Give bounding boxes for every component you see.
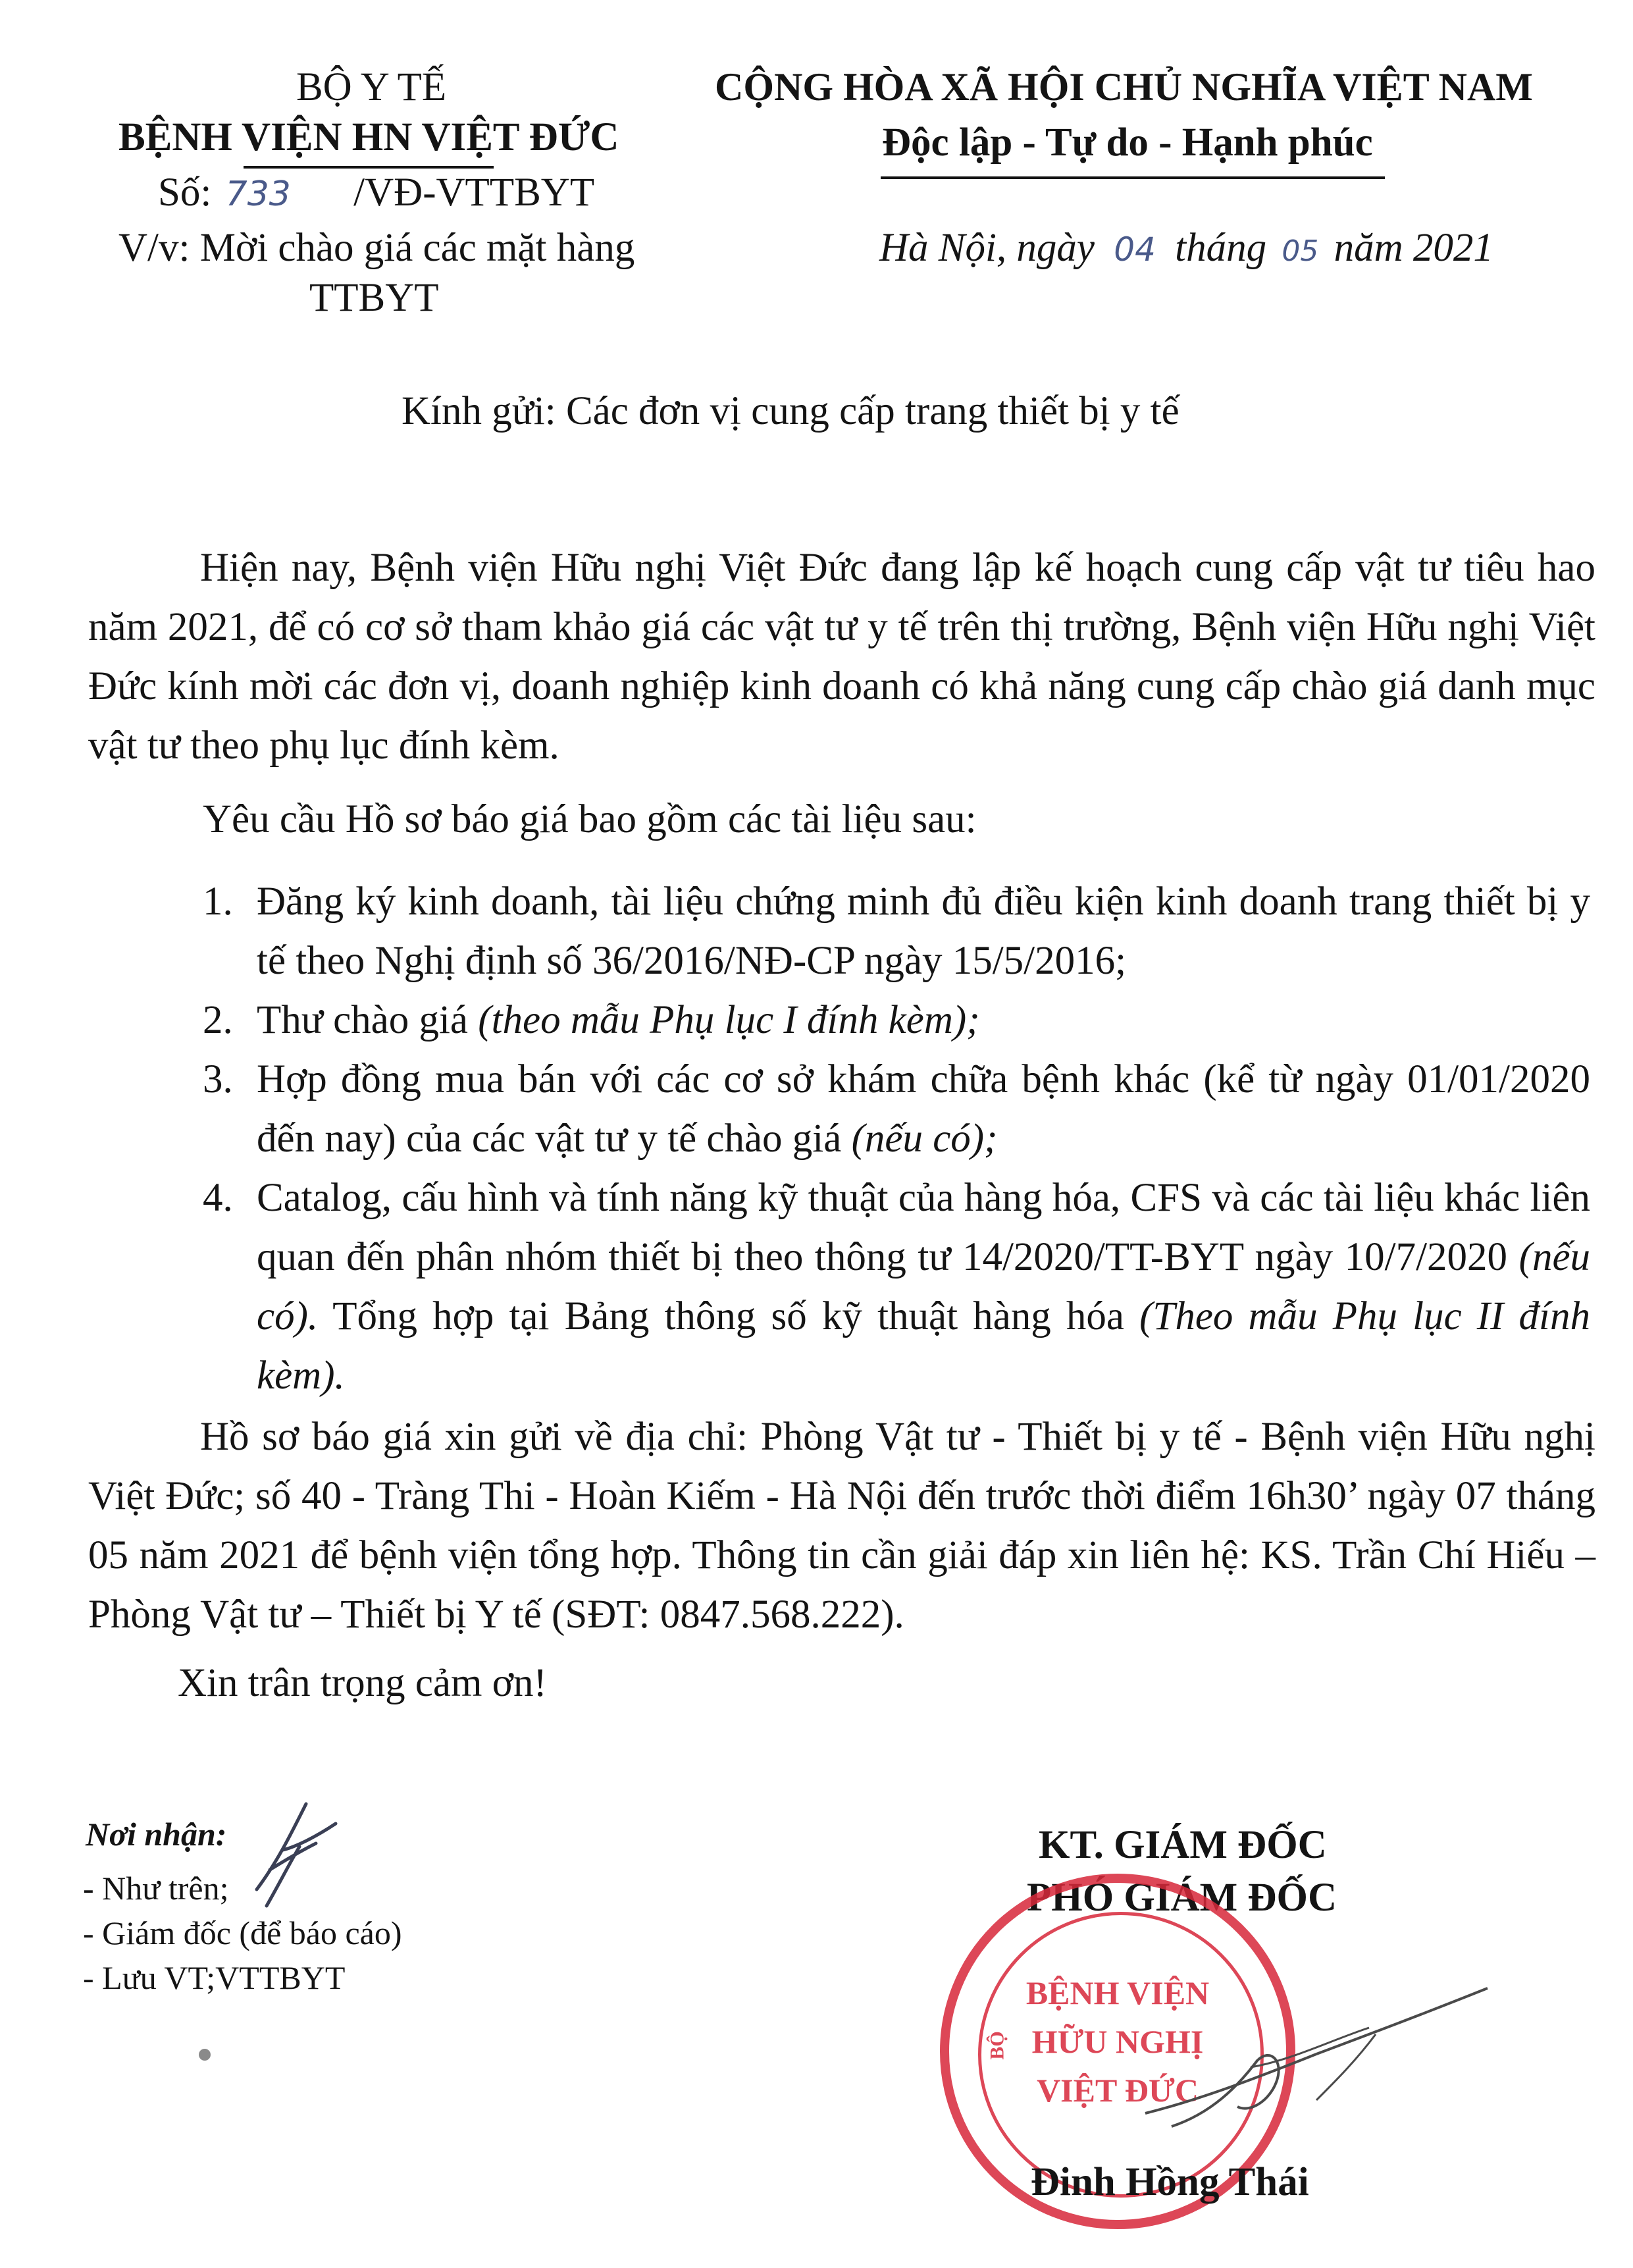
date-day: 04 <box>1114 230 1156 269</box>
recipients-line-3: - Lưu VT;VTTBYT <box>83 1959 346 1996</box>
item-4-italic-b: (Theo mẫu Phụ lục II đính kèm). <box>257 1294 1591 1398</box>
item-4-text-b: Tổng hợp tại Bảng thông số kỹ thuật hàng hóa <box>332 1294 1124 1338</box>
stamp-line-1: BỆNH VIỆN <box>1025 1974 1210 2011</box>
item-3-text: Hợp đồng mua bán với các cơ sở khám chữa bệnh khác (kể từ ngày 01/01/2020 đến nay) của các vật tư y tế chào giá <box>257 1057 1590 1161</box>
ministry-name: BỘ Y TẾ <box>296 65 447 109</box>
item-2 <box>257 991 1590 1050</box>
item-4 <box>257 1169 1590 1406</box>
signature-role-1: KT. GIÁM ĐỐC <box>1039 1823 1327 1867</box>
submission-paragraph: Hồ sơ báo giá xin gửi về địa chỉ: Phòng Vật tư - Thiết bị y tế - Bệnh viện Hữu nghị Việt Đức; số 40 - Tràng Thi - Hoàn Kiếm - Hà Nội đến trước thời điểm 16h30’ ngày 07 tháng 05 năm 2021 để bệnh viện tổng hợp. Thông tin cần giải đáp xin liên hệ: KS. Trần Chí Hiếu – Phòng Vật tư – Thiết bị Y tế (SĐT: 0847.568.222). <box>88 1415 1595 1637</box>
signatory-name: Đinh Hồng Thái <box>1031 2160 1309 2204</box>
motto-underline <box>881 176 1385 179</box>
document-date <box>879 224 1493 272</box>
item-2-text: Thư chào giá <box>257 998 468 1042</box>
date-year: năm 2021 <box>1334 226 1493 270</box>
item-3-italic: (nếu có); <box>851 1117 998 1161</box>
recipients-title: Nơi nhận: <box>86 1816 227 1853</box>
stamp-line-3: VIỆT ĐỨC <box>1037 2072 1199 2109</box>
recipients-line-1: - Như trên; <box>83 1870 229 1907</box>
stamp-line-2: HỮU NGHỊ <box>1031 2023 1204 2060</box>
item-4-text-a: Catalog, cấu hình và tính năng kỹ thuật của hàng hóa, CFS và các tài liệu khác liên quan đến phân nhóm thiết bị theo thông tư 14/2020/TT-BYT ngày 10/7/2020 <box>257 1176 1590 1279</box>
number-suffix: /VĐ-VTTBYT <box>353 171 595 215</box>
document-number <box>158 169 594 217</box>
item-2-italic: (theo mẫu Phụ lục I đính kèm); <box>478 998 980 1042</box>
scan-dot <box>199 2049 211 2061</box>
item-4-number: 4. <box>203 1176 233 1220</box>
number-handwritten: 733 <box>225 174 291 214</box>
date-place: Hà Nội, ngày <box>879 226 1095 270</box>
subject-line-1: V/v: Mời chào giá các mặt hàng <box>118 226 635 270</box>
initials-scribble <box>244 1784 355 1916</box>
recipient-line: Kính gửi: Các đơn vị cung cấp trang thiết bị y tế <box>402 389 1179 433</box>
item-1-number: 1. <box>203 880 233 924</box>
thanks-line: Xin trân trọng cảm ơn! <box>178 1661 547 1705</box>
subject-line-2: TTBYT <box>309 276 439 320</box>
recipients-line-2: - Giám đốc (để báo cáo) <box>83 1914 402 1951</box>
item-2-number: 2. <box>203 998 233 1042</box>
intro-paragraph: Hiện nay, Bệnh viện Hữu nghị Việt Đức đang lập kế hoạch cung cấp vật tư tiêu hao năm 2021, để có cơ sở tham khảo giá các vật tư y tế trên thị trường, Bệnh viện Hữu nghị Việt Đức kính mời các đơn vị, doanh nghiệp kinh doanh có khả năng cung cấp chào giá danh mục vật tư theo phụ lục đính kèm. <box>88 546 1595 768</box>
requirements-intro: Yêu cầu Hồ sơ báo giá bao gồm các tài liệu sau: <box>203 797 977 841</box>
hospital-name: BỆNH VIỆN HN VIỆT ĐỨC <box>118 115 619 159</box>
stamp-side-text: BỘ <box>986 2031 1008 2060</box>
item-3 <box>257 1050 1590 1169</box>
signature-role-2: PHÓ GIÁM ĐỐC <box>1027 1876 1337 1920</box>
country-name: CỘNG HÒA XÃ HỘI CHỦ NGHĨA VIỆT NAM <box>715 65 1533 109</box>
item-1-text: Đăng ký kinh doanh, tài liệu chứng minh đủ điều kiện kinh doanh trang thiết bị y tế theo Nghị định số 36/2016/NĐ-CP ngày 15/5/2016; <box>257 880 1590 983</box>
item-4-italic-a: (nếu có). <box>257 1235 1591 1338</box>
date-month: 05 <box>1282 234 1319 268</box>
date-month-label: tháng <box>1175 226 1267 270</box>
item-3-number: 3. <box>203 1057 233 1101</box>
number-label: Số: <box>158 171 212 215</box>
national-motto: Độc lập - Tự do - Hạnh phúc <box>882 120 1373 165</box>
signature-scribble <box>1119 1949 1527 2173</box>
